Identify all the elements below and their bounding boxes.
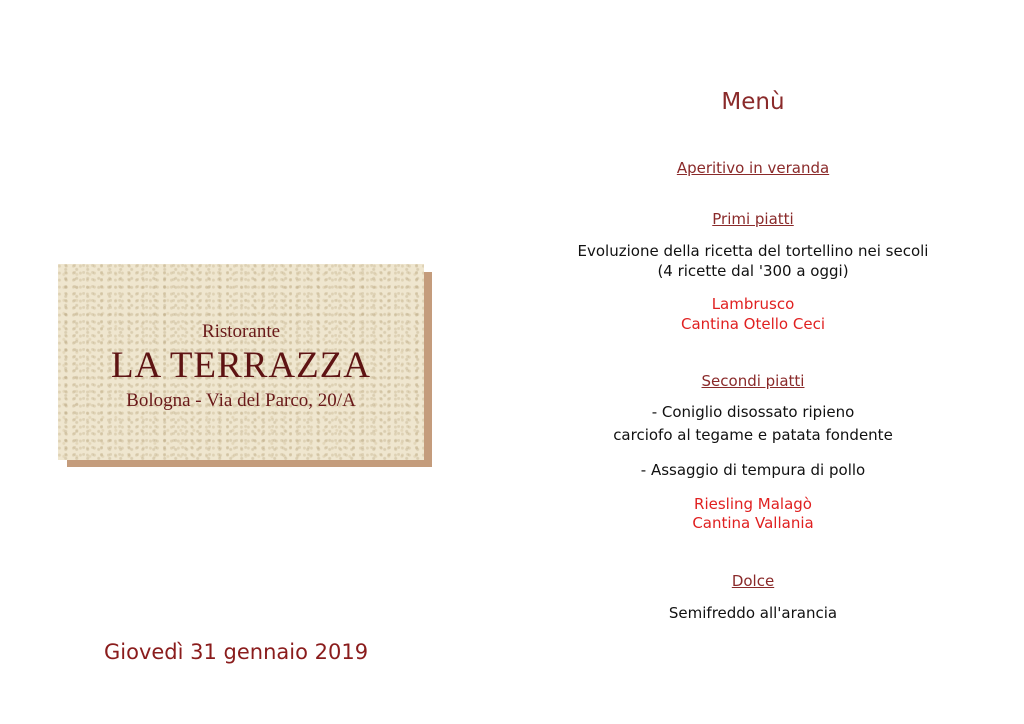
section-aperitivo: Aperitivo in veranda [676, 159, 830, 177]
menu-title: Menù [721, 89, 785, 115]
logo-address: Bologna - Via del Parco, 20/A [126, 390, 356, 411]
primi-dish-line1: Evoluzione della ricetta del tortellino nei secoli [577, 242, 929, 260]
restaurant-logo [58, 264, 424, 460]
section-primi-heading: Primi piatti [712, 210, 794, 228]
event-date: Giovedì 31 gennaio 2019 [104, 640, 369, 664]
primi-wine-line1: Lambrusco [711, 295, 795, 313]
menu-column [553, 0, 953, 724]
logo-overline: Ristorante [201, 321, 281, 342]
dolce-dish: Semifreddo all'arancia [668, 604, 838, 622]
primi-wine-line2: Cantina Otello Ceci [680, 315, 825, 333]
secondi-wine-line2: Cantina Vallania [692, 514, 814, 532]
secondi-dish1-line1: - Coniglio disossato ripieno [651, 403, 855, 421]
primi-dish-line2: (4 ricette dal '300 a oggi) [657, 262, 849, 280]
section-secondi-heading: Secondi piatti [701, 372, 805, 390]
secondi-dish1-line2: carciofo al tegame e patata fondente [613, 426, 893, 444]
secondi-dish2: - Assaggio di tempura di pollo [640, 461, 866, 479]
section-dolce-heading: Dolce [731, 572, 775, 590]
logo-restaurant-name: LA TERRAZZA [110, 345, 372, 386]
secondi-wine-line1: Riesling Malagò [694, 495, 812, 513]
